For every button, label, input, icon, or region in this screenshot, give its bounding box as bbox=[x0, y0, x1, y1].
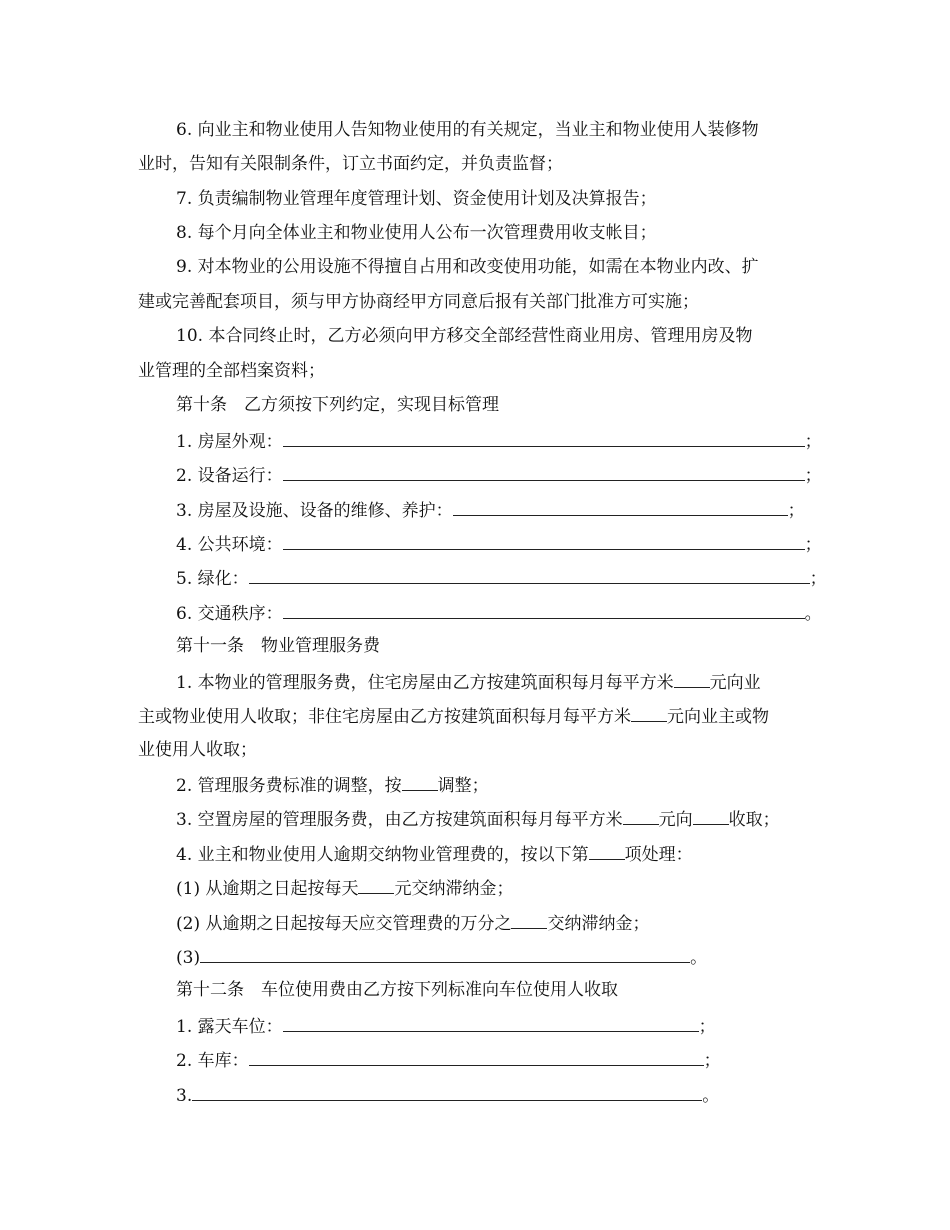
article-10-heading bbox=[176, 395, 499, 415]
text: 收取； bbox=[728, 810, 780, 830]
clause-8 bbox=[176, 223, 657, 243]
fee-clause-1-cont bbox=[138, 705, 769, 727]
fill-blank[interactable] bbox=[358, 877, 394, 894]
punct: 。 bbox=[804, 604, 822, 624]
fee-clause-1-cont2 bbox=[138, 740, 257, 760]
punct: ； bbox=[787, 501, 805, 521]
text: 10. 本合同终止时，乙方必须向甲方移交全部经营性商业用房、管理用房及物 bbox=[176, 326, 753, 346]
text: 2. 管理服务费标准的调整，按 bbox=[176, 776, 402, 796]
late-fee-option-3 bbox=[176, 946, 707, 968]
fill-blank[interactable] bbox=[693, 808, 729, 825]
fill-blank[interactable] bbox=[192, 1084, 702, 1101]
punct: 。 bbox=[702, 1086, 720, 1106]
target-greening bbox=[176, 567, 827, 589]
article-12-heading bbox=[176, 980, 618, 1000]
fill-blank[interactable] bbox=[283, 602, 805, 619]
label: 3. bbox=[176, 1086, 193, 1106]
label: 3. 房屋及设施、设备的维修、养护： bbox=[176, 501, 453, 521]
article-11-heading bbox=[176, 636, 380, 656]
text: 3. 空置房屋的管理服务费，由乙方按建筑面积每月每平方米 bbox=[176, 810, 623, 830]
punct: ； bbox=[804, 535, 822, 555]
text: 交纳滞纳金； bbox=[547, 914, 650, 934]
fill-blank[interactable] bbox=[283, 430, 805, 447]
fill-blank[interactable] bbox=[674, 671, 710, 688]
parking-open-air bbox=[176, 1015, 716, 1037]
parking-other bbox=[176, 1084, 719, 1106]
text: 8. 每个月向全体业主和物业使用人公布一次管理费用收支帐目； bbox=[176, 223, 657, 243]
text: 9. 对本物业的公用设施不得擅自占用和改变使用功能，如需在本物业内改、扩 bbox=[176, 257, 759, 277]
fee-clause-1 bbox=[176, 671, 761, 693]
punct: ； bbox=[804, 466, 822, 486]
late-fee-option-2 bbox=[176, 912, 649, 934]
clause-9-cont bbox=[138, 292, 699, 312]
clause-6-cont bbox=[138, 154, 563, 174]
punct: ； bbox=[703, 1051, 721, 1071]
text: 4. 业主和物业使用人逾期交纳物业管理费的，按以下第 bbox=[176, 845, 589, 865]
fill-blank[interactable] bbox=[623, 808, 659, 825]
fill-blank[interactable] bbox=[589, 843, 625, 860]
text: 业使用人收取； bbox=[138, 740, 257, 760]
target-equipment-operation bbox=[176, 464, 822, 486]
punct: ； bbox=[809, 569, 827, 589]
fee-clause-2 bbox=[176, 774, 489, 796]
heading-text: 第十二条 车位使用费由乙方按下列标准向车位使用人收取 bbox=[176, 980, 618, 1000]
text: (3) bbox=[176, 948, 201, 968]
text: 业管理的全部档案资料； bbox=[138, 361, 325, 381]
text: 元向业主或物 bbox=[667, 707, 769, 727]
text: 元向 bbox=[658, 810, 693, 830]
punct: ； bbox=[698, 1017, 716, 1037]
text: 建或完善配套项目，须与甲方协商经甲方同意后报有关部门批准方可实施； bbox=[138, 292, 699, 312]
text: 1. 本物业的管理服务费，住宅房屋由乙方按建筑面积每月每平方米 bbox=[176, 673, 674, 693]
fill-blank[interactable] bbox=[631, 705, 667, 722]
punct: ； bbox=[804, 432, 822, 452]
clause-10 bbox=[176, 326, 752, 346]
heading-text: 第十条 乙方须按下列约定，实现目标管理 bbox=[176, 395, 499, 415]
label: 2. 设备运行： bbox=[176, 466, 283, 486]
fill-blank[interactable] bbox=[249, 567, 810, 584]
text: (2) 从逾期之日起按每天应交管理费的万分之 bbox=[176, 914, 512, 934]
fill-blank[interactable] bbox=[249, 1049, 704, 1066]
fee-clause-4 bbox=[176, 843, 693, 865]
target-house-appearance bbox=[176, 430, 822, 452]
heading-text: 第十一条 物业管理服务费 bbox=[176, 636, 380, 656]
label: 6. 交通秩序： bbox=[176, 604, 283, 624]
fill-blank[interactable] bbox=[283, 1015, 699, 1032]
text: 6. 向业主和物业使用人告知物业使用的有关规定，当业主和物业使用人装修物 bbox=[176, 120, 759, 140]
text: 调整； bbox=[437, 776, 489, 796]
fee-clause-3 bbox=[176, 808, 780, 830]
text: 业时，告知有关限制条件，订立书面约定，并负责监督； bbox=[138, 154, 563, 174]
late-fee-option-1 bbox=[176, 877, 513, 899]
target-traffic-order bbox=[176, 602, 822, 624]
label: 4. 公共环境： bbox=[176, 535, 283, 555]
fill-blank[interactable] bbox=[402, 774, 438, 791]
target-maintenance bbox=[176, 499, 805, 521]
text: 项处理： bbox=[624, 845, 693, 865]
fill-blank[interactable] bbox=[511, 912, 547, 929]
clause-6 bbox=[176, 120, 759, 140]
text: 7. 负责编制物业管理年度管理计划、资金使用计划及决算报告； bbox=[176, 189, 657, 209]
label: 2. 车库： bbox=[176, 1051, 249, 1071]
clause-7 bbox=[176, 189, 657, 209]
target-public-environment bbox=[176, 533, 822, 555]
fill-blank[interactable] bbox=[283, 533, 805, 550]
parking-garage bbox=[176, 1049, 721, 1071]
clause-9 bbox=[176, 257, 759, 277]
label: 5. 绿化： bbox=[176, 569, 249, 589]
clause-10-cont bbox=[138, 361, 325, 381]
text: 元交纳滞纳金； bbox=[394, 879, 514, 899]
text: 主或物业使用人收取；非住宅房屋由乙方按建筑面积每月每平方米 bbox=[138, 707, 631, 727]
text: (1) 从逾期之日起按每天 bbox=[176, 879, 359, 899]
fill-blank[interactable] bbox=[453, 499, 788, 516]
label: 1. 房屋外观： bbox=[176, 432, 283, 452]
fill-blank[interactable] bbox=[200, 946, 690, 963]
label: 1. 露天车位： bbox=[176, 1017, 283, 1037]
fill-blank[interactable] bbox=[283, 464, 805, 481]
punct: 。 bbox=[690, 948, 708, 968]
text: 元向业 bbox=[709, 673, 761, 693]
